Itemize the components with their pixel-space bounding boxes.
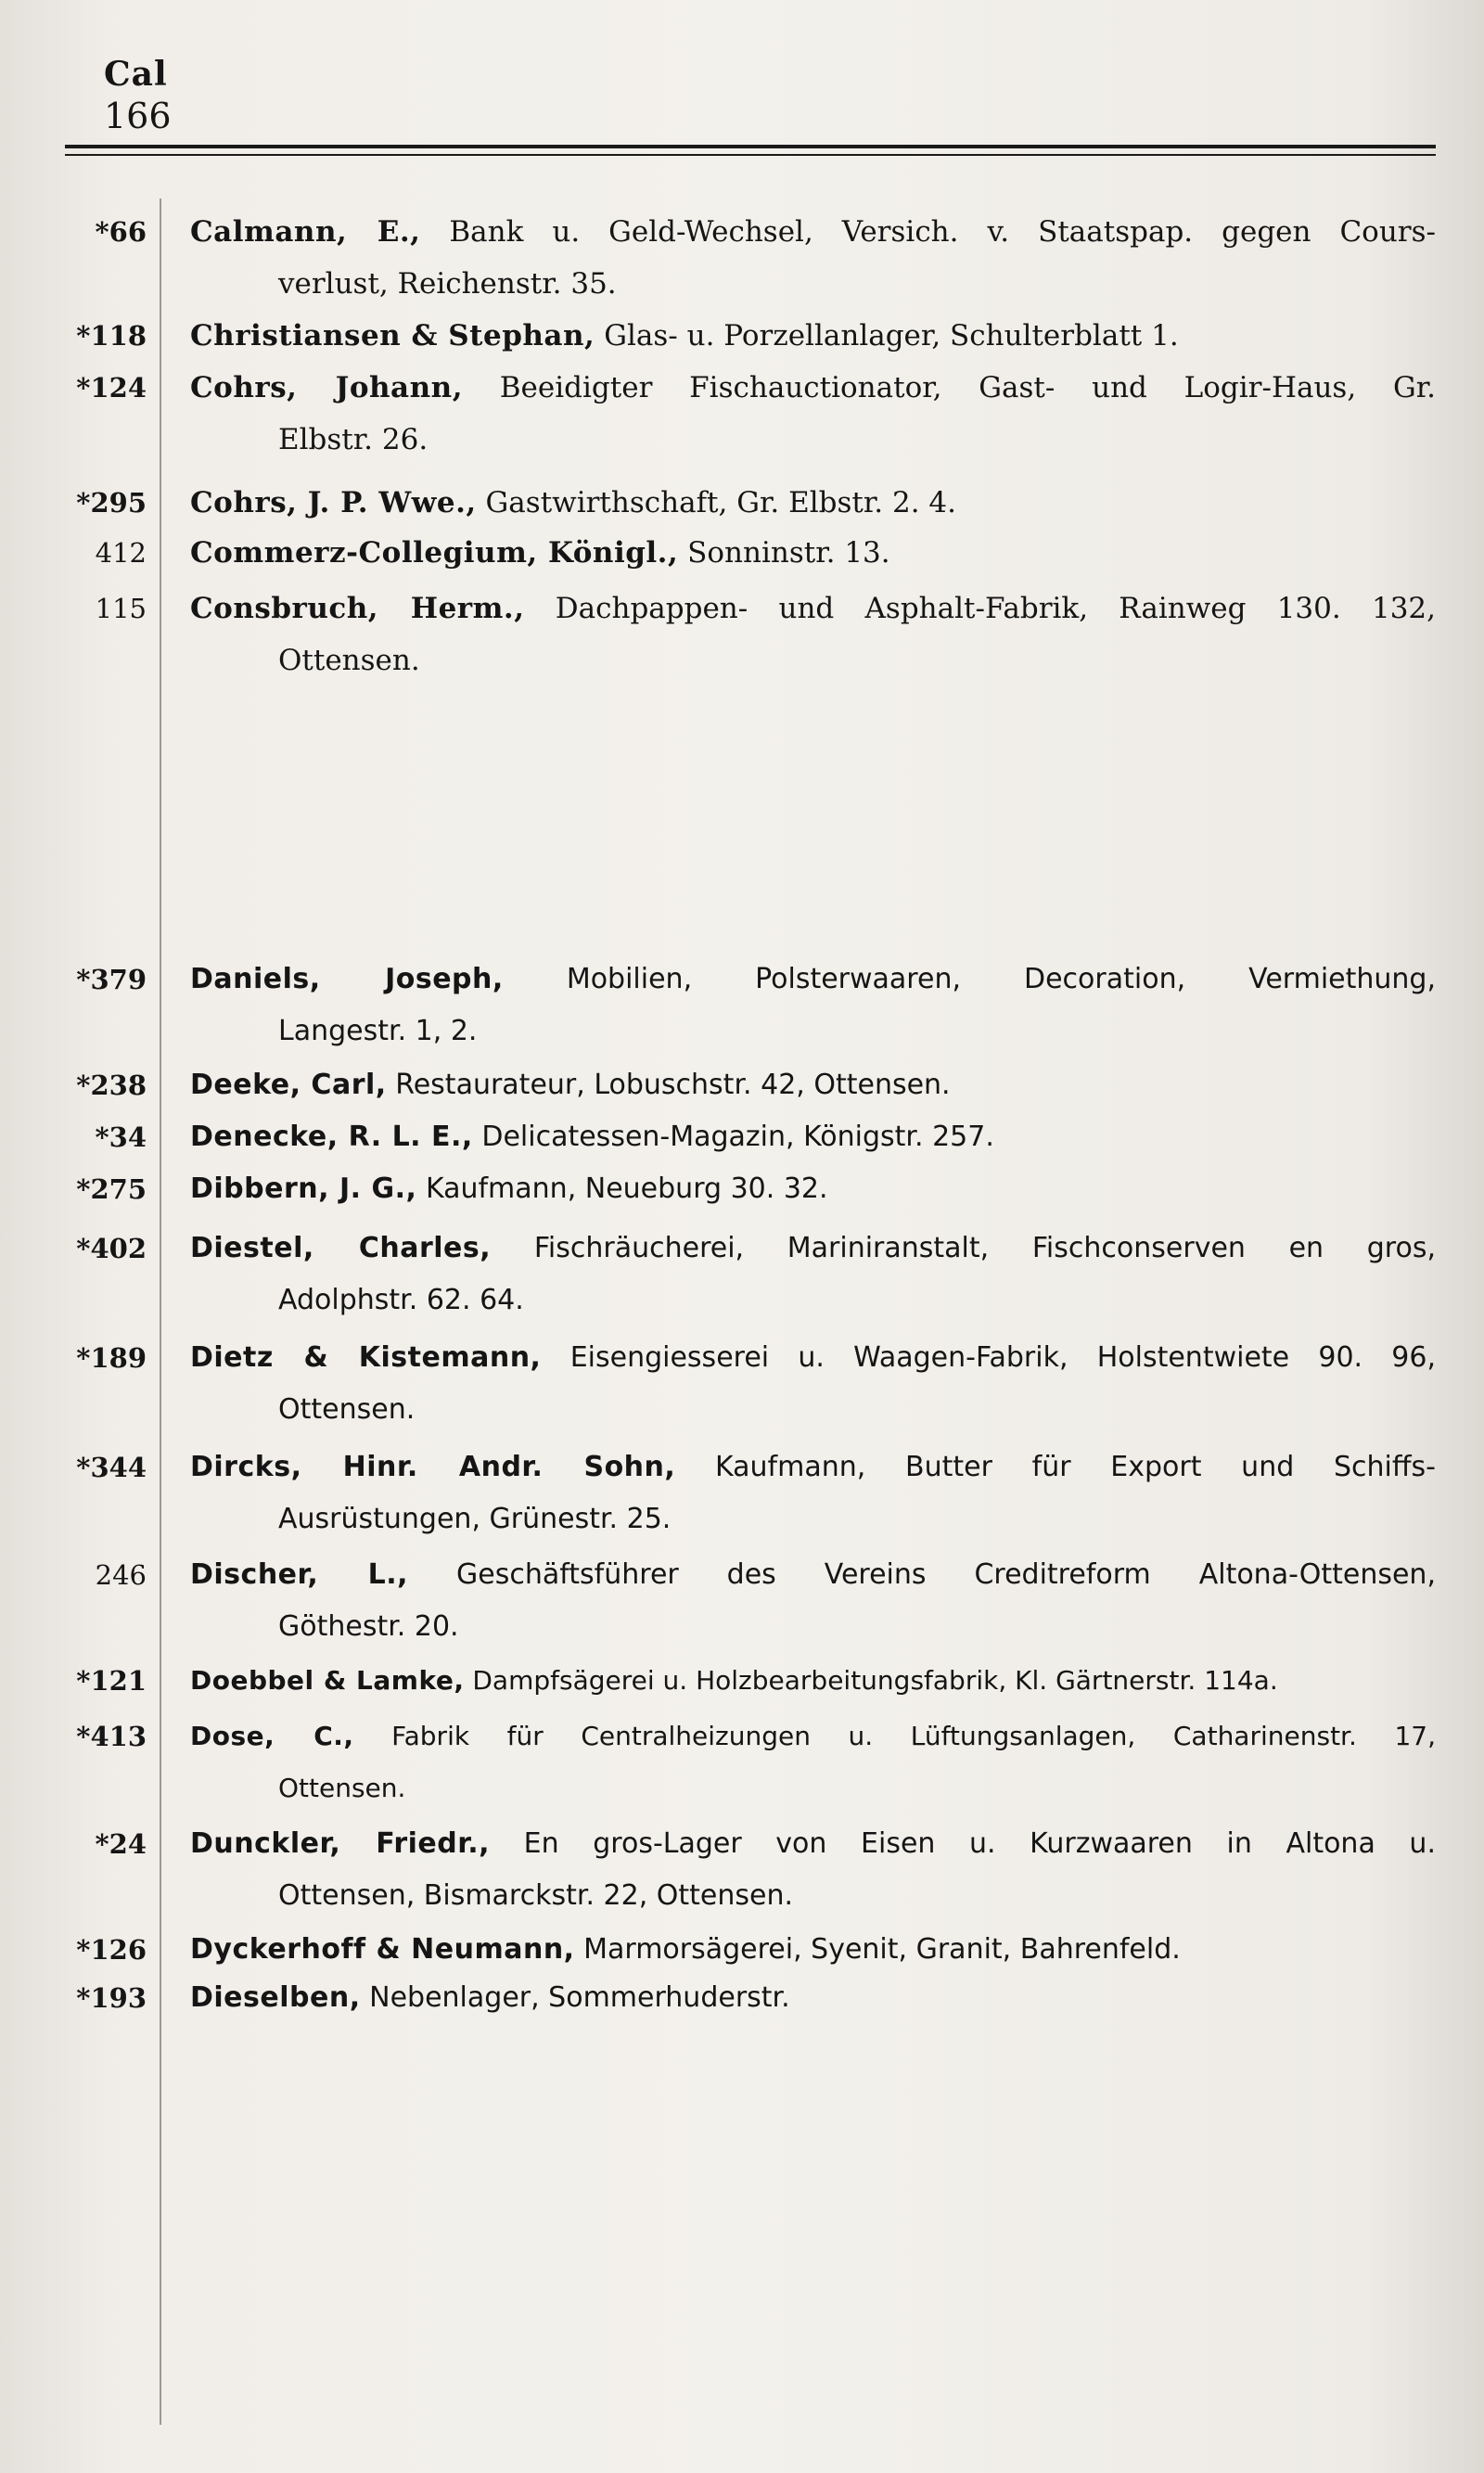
entry-description: Beeidigter Fischauctionator, Gast- und Logir-Haus, Gr. (499, 371, 1436, 404)
entry-name: Calmann, E., (190, 215, 421, 249)
entry-number: 246 (95, 1559, 147, 1591)
entry-number: 412 (95, 537, 147, 569)
entry-name: Dibbern, J. G., (190, 1172, 417, 1205)
entry-number: *24 (95, 1828, 147, 1860)
entry-number: *413 (76, 1721, 147, 1752)
entry-number: *295 (76, 487, 147, 519)
entry-number: *121 (76, 1665, 147, 1697)
entry-name: Diestel, Charles, (190, 1232, 492, 1264)
entry-description: Dampfsägerei u. Holzbearbeitungsfabrik, Kl. Gärtnerstr. 114a. (472, 1665, 1278, 1696)
entry-description: Fabrik für Centralheizungen u. Lüftungsanlagen, Catharinenstr. 17, (391, 1721, 1436, 1751)
entry-continuation: Langestr. 1, 2. (278, 1015, 478, 1047)
header-rule-thin (65, 154, 1436, 156)
entry-description: Dachpappen- und Asphalt-Fabrik, Rainweg 130. 132, (555, 592, 1436, 625)
entry-number: *66 (95, 216, 147, 248)
entry-number: *402 (76, 1233, 147, 1264)
entry-description: Glas- u. Porzellanlager, Schulterblatt 1. (604, 319, 1179, 352)
entry-description: Mobilien, Polsterwaaren, Decoration, Vermiethung, (566, 963, 1436, 995)
entry-description: Nebenlager, Sommerhuderstr. (369, 1981, 790, 2014)
entry-name: Cohrs, J. P. Wwe., (190, 486, 477, 519)
entry-number: *344 (76, 1452, 147, 1483)
entry-number: *126 (76, 1934, 147, 1966)
entry-name: Discher, L., (190, 1558, 409, 1591)
entry-name: Doebbel & Lamke, (190, 1665, 465, 1696)
entry-continuation: verlust, Reichenstr. 35. (278, 267, 617, 301)
entry-name: Consbruch, Herm., (190, 592, 525, 625)
page-number: 166 (104, 96, 172, 136)
header-code: Cal (104, 55, 168, 94)
entry-name: Dieselben, (190, 1981, 361, 2014)
entry-continuation: Göthestr. 20. (278, 1610, 459, 1643)
entry-name: Dunckler, Friedr., (190, 1827, 491, 1860)
entry-description: En gros-Lager von Eisen u. Kurzwaaren in Altona u. (523, 1827, 1436, 1860)
entry-description: Marmorsägerei, Syenit, Granit, Bahrenfeld. (583, 1933, 1181, 1966)
entry-name: Dyckerhoff & Neumann, (190, 1933, 575, 1966)
entry-description: Sonninstr. 13. (687, 536, 890, 570)
entry-continuation: Ottensen. (278, 1773, 406, 1803)
entry-description: Geschäftsführer des Vereins Creditreform Altona-Ottensen, (456, 1558, 1436, 1591)
entry-continuation: Ausrüstungen, Grünestr. 25. (278, 1503, 672, 1535)
entry-continuation: Ottensen, Bismarckstr. 22, Ottensen. (278, 1879, 794, 1912)
entry-number: 115 (95, 593, 147, 624)
entry-number: *124 (76, 372, 147, 404)
entry-name: Dietz & Kistemann, (190, 1341, 542, 1374)
entry-name: Commerz-Collegium, Königl., (190, 536, 679, 570)
entry-number: *193 (76, 1982, 147, 2014)
entry-name: Denecke, R. L. E., (190, 1121, 473, 1153)
entry-name: Cohrs, Johann, (190, 371, 464, 404)
entry-number: *275 (76, 1173, 147, 1205)
entry-number: *238 (76, 1070, 147, 1101)
entry-continuation: Elbstr. 26. (278, 423, 429, 456)
entry-number: *118 (76, 320, 147, 352)
header-rule-thick (65, 145, 1436, 148)
entry-number: *34 (95, 1121, 147, 1153)
page-header (104, 54, 172, 137)
entry-description: Delicatessen-Magazin, Königstr. 257. (481, 1121, 994, 1153)
entry-name: Dircks, Hinr. Andr. Sohn, (190, 1451, 676, 1483)
entry-description: Kaufmann, Neueburg 30. 32. (425, 1172, 828, 1205)
entry-name: Daniels, Joseph, (190, 963, 504, 995)
entry-description: Fischräucherei, Mariniranstalt, Fischconserven en gros, (533, 1232, 1436, 1264)
entry-description: Gastwirthschaft, Gr. Elbstr. 2. 4. (485, 486, 956, 519)
entry-description: Bank u. Geld-Wechsel, Versich. v. Staatspap. gegen Cours- (449, 215, 1436, 249)
entry-number: *379 (76, 964, 147, 995)
entry-number: *189 (76, 1342, 147, 1374)
entry-name: Deeke, Carl, (190, 1069, 387, 1101)
entry-description: Restaurateur, Lobuschstr. 42, Ottensen. (395, 1069, 951, 1101)
entry-name: Dose, C., (190, 1721, 354, 1751)
column-divider (160, 199, 161, 2425)
entry-continuation: Ottensen. (278, 1393, 416, 1426)
entry-continuation: Ottensen. (278, 644, 420, 677)
entry-description: Kaufmann, Butter für Export und Schiffs- (715, 1451, 1436, 1483)
entry-continuation: Adolphstr. 62. 64. (278, 1284, 524, 1316)
entry-name: Christiansen & Stephan, (190, 319, 595, 352)
entry-description: Eisengiesserei u. Waagen-Fabrik, Holstentwiete 90. 96, (569, 1341, 1436, 1374)
